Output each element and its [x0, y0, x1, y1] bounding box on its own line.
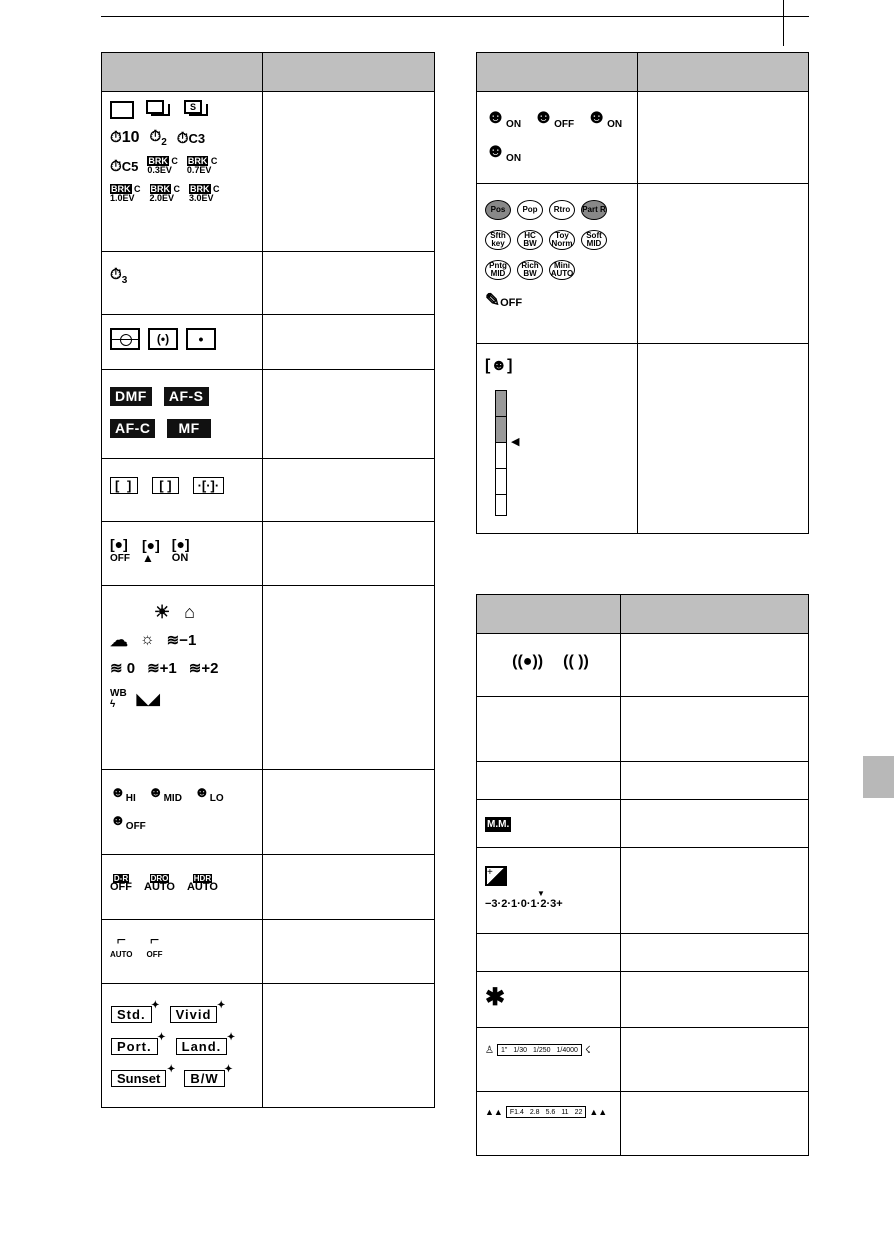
- timer-c3-label: C3: [188, 130, 206, 146]
- crop-off-label: OFF: [146, 950, 163, 959]
- flash-wb-icon: WB ϟ: [110, 688, 127, 710]
- dro-off-icon: [110, 874, 132, 892]
- table-row: [477, 1092, 809, 1156]
- self-timer-2-icon: $⏱_2$: [149, 128, 167, 148]
- sr-lo-label: LO: [209, 793, 224, 804]
- custom-wb-icon: ◣◢: [136, 691, 160, 708]
- flexible-spot-icon: ·[·]·: [193, 477, 225, 494]
- shutter-tick-label: 1/4000: [556, 1046, 578, 1054]
- description-cell: [621, 697, 809, 762]
- table-header-row: [477, 595, 809, 634]
- description-cell: [621, 1028, 809, 1092]
- single-shot-icon: [110, 101, 134, 119]
- brk-bottom: 0.7EV: [186, 165, 212, 175]
- exposure-comp-icon: +: [485, 866, 507, 886]
- style-landscape-icon: Land. ✦: [176, 1038, 228, 1055]
- wb-label: WB: [110, 688, 127, 699]
- page-corner-mark: [783, 0, 784, 46]
- effect-high-contrast-mono-icon: HC BW: [517, 230, 543, 250]
- table-row: [477, 634, 809, 697]
- bracket-03-icon: [147, 157, 178, 175]
- steadyshot-cell: [477, 634, 621, 697]
- smile-off-label: OFF: [554, 118, 575, 130]
- self-timer-cont-5-icon: ⏱C5: [110, 157, 139, 175]
- incandescent-icon: ☼: [140, 631, 155, 648]
- picture-effect-off-icon: ✎OFF: [485, 289, 523, 310]
- dro-sub-label: AUTO: [144, 881, 175, 893]
- description-cell: [638, 344, 809, 534]
- face-detection-on-icon: [●] ON: [171, 536, 190, 564]
- bracket-10-icon: [110, 185, 141, 203]
- blurred-background-icon: ▲▲: [485, 1107, 503, 1117]
- dro-hdr-cell: [102, 855, 263, 920]
- soft-skin-hi-icon: $☻_{HI}$: [110, 784, 136, 804]
- metering-mode-cell: [102, 315, 263, 370]
- description-cell: [263, 459, 435, 522]
- aperture-tick-label: 5.6: [545, 1108, 556, 1116]
- zone-focus-area-icon: [ ]: [152, 477, 178, 494]
- style-standard-icon: Std. ✦: [111, 1006, 152, 1023]
- table-row: [477, 1028, 809, 1092]
- dr-label: D-R: [113, 874, 129, 883]
- fluorescent-plus2-icon: ≋+2: [188, 659, 219, 677]
- exposure-scale-label: −3·2·1·0·1·2·3+: [485, 898, 563, 910]
- af-c-icon: AF-C: [110, 419, 155, 438]
- table-row: [102, 522, 435, 586]
- table-row: [102, 855, 435, 920]
- continuous-shot-icon: [146, 100, 172, 120]
- soft-skin-cell: [102, 770, 263, 855]
- self-timer-3-icon: $⏱_3$: [110, 266, 128, 286]
- aperture-tick-label: 11: [561, 1108, 569, 1116]
- aperture-tick-label: F1.4: [509, 1108, 524, 1116]
- auto-portrait-framing-cell: [102, 920, 263, 984]
- effect-posterization-icon: Pos: [485, 200, 511, 220]
- description-cell: [263, 984, 435, 1108]
- table-row: [102, 252, 435, 315]
- center-metering-icon: (•): [148, 328, 178, 350]
- picture-effect-cell: [477, 184, 638, 344]
- face-off-label: OFF: [110, 552, 130, 564]
- af-s-icon: AF-S: [164, 387, 209, 406]
- table-header-row: [477, 53, 809, 92]
- timer-10-label: 10: [121, 129, 140, 146]
- description-cell: [263, 920, 435, 984]
- brk-bottom: 3.0EV: [189, 193, 214, 203]
- description-cell: [263, 522, 435, 586]
- creative-style-cell: [102, 984, 263, 1108]
- table-row: [102, 315, 435, 370]
- description-cell: [263, 586, 435, 770]
- header-cell-display: [477, 53, 638, 92]
- dmf-icon: DMF: [110, 387, 152, 406]
- table-row: [102, 92, 435, 252]
- left-icon-table: [101, 52, 435, 1108]
- effect-soft-focus-icon: Soft MID: [581, 230, 607, 250]
- soft-skin-mid-icon: $☻_{MID}$: [147, 784, 182, 804]
- smile-on-label: ON: [506, 118, 522, 130]
- description-cell: [263, 855, 435, 920]
- drive-mode-icons: [102, 92, 263, 252]
- smile-shutter-off-icon: $☻_{OFF}$: [533, 105, 575, 130]
- right-top-icon-table: [476, 52, 809, 534]
- fluorescent-minus1-icon: ≋−1: [166, 631, 197, 649]
- wb-plus1-label: +1: [159, 659, 177, 677]
- blank-cell: [477, 934, 621, 972]
- description-cell: [621, 848, 809, 934]
- bracket-07-icon: [187, 157, 218, 175]
- table-header-row: [102, 53, 435, 92]
- dr-sub-label: OFF: [110, 881, 132, 893]
- sharp-background-icon: ▲▲: [589, 1107, 608, 1117]
- effect-partial-color-icon: Part R: [581, 200, 607, 220]
- timer-c5-label: C5: [121, 158, 139, 174]
- brk-label: BRK: [190, 184, 210, 194]
- self-timer-cont-3-icon: ⏱C3: [176, 129, 206, 147]
- dro-label: DRO: [150, 874, 169, 883]
- page-top-rule: [101, 16, 809, 17]
- face-on-label: ON: [171, 552, 189, 564]
- effect-hdr-painting-icon: Pntg MID: [485, 260, 511, 280]
- sr-hi-label: HI: [125, 793, 136, 804]
- hdr-label: HDR: [193, 874, 212, 883]
- aperture-tick-label: 22: [574, 1108, 583, 1116]
- table-row: [477, 972, 809, 1028]
- brk-label: BRK: [150, 184, 171, 194]
- ae-lock-cell: [477, 972, 621, 1028]
- effect-retro-icon: Rtro: [549, 200, 575, 220]
- effect-pop-icon: Pop: [517, 200, 543, 220]
- effect-off-label: OFF: [500, 296, 523, 309]
- white-balance-cell: [102, 586, 263, 770]
- description-cell: [638, 184, 809, 344]
- smile-shutter-cell: [477, 92, 638, 184]
- effect-toy-camera-icon: Toy Norm: [549, 230, 575, 250]
- brk-label: BRK: [111, 184, 131, 194]
- brk-label: BRK: [148, 156, 168, 166]
- brk-top: C: [134, 184, 141, 194]
- table-row: [102, 984, 435, 1108]
- hdr-auto-icon: [187, 874, 218, 892]
- smile-shutter-on-2-icon: $☻_{ON}$: [586, 105, 623, 130]
- sr-mid-label: MID: [163, 793, 182, 804]
- smile-sensitivity-bar: [495, 390, 507, 516]
- brk-top: C: [213, 184, 220, 194]
- header-cell-display: [102, 53, 263, 92]
- manual-metering-cell: [477, 800, 621, 848]
- bracket-20-icon: [150, 185, 181, 203]
- style-bw-icon: B/W ✦: [184, 1070, 224, 1087]
- spot-metering-icon: •: [186, 328, 216, 350]
- effect-miniature-icon: Mini AUTO: [550, 261, 574, 278]
- header-cell-meaning: [638, 53, 809, 92]
- timer-3-label: 3: [121, 275, 128, 286]
- shutter-tick-label: 1/250: [532, 1046, 551, 1054]
- face-detection-registered-icon: [●] ▲: [142, 536, 160, 565]
- table-row: [477, 848, 809, 934]
- smile-shutter-on-3-icon: $☻_{ON}$: [485, 139, 522, 164]
- aperture-scale: [506, 1106, 587, 1118]
- table-row: [102, 770, 435, 855]
- shutter-tick-label: 1": [500, 1046, 508, 1054]
- description-cell: [638, 92, 809, 184]
- header-cell-meaning: [621, 595, 809, 634]
- description-cell: [263, 252, 435, 315]
- brk-bottom: 1.0EV: [110, 193, 135, 203]
- smile-on-label: ON: [607, 118, 623, 130]
- framing-off-icon: ⌐ OFF: [146, 932, 163, 959]
- description-cell: [263, 770, 435, 855]
- shutter-tick-label: 1/30: [513, 1046, 527, 1054]
- description-cell: [263, 92, 435, 252]
- aperture-scale-cell: [477, 1092, 621, 1156]
- fluorescent-plus1-icon: ≋+1: [147, 659, 177, 677]
- person-still-icon: ♙: [485, 1044, 494, 1056]
- style-portrait-icon: Port. ✦: [111, 1038, 158, 1055]
- steadyshot-off-icon: (( )): [563, 653, 589, 670]
- soft-skin-off-icon: $☻_{OFF}$: [110, 812, 146, 832]
- cloudy-icon: ☁: [110, 630, 128, 650]
- aperture-tick-label: 2.8: [529, 1108, 540, 1116]
- shutter-scale-cell: [477, 1028, 621, 1092]
- right-bottom-icon-table: [476, 594, 809, 1156]
- table-row: [477, 934, 809, 972]
- sensitivity-pointer-icon: ◀: [511, 436, 520, 448]
- brk-top: C: [171, 156, 178, 166]
- style-vivid-icon: Vivid ✦: [170, 1006, 218, 1023]
- crop-auto-label: AUTO: [110, 950, 133, 959]
- fluorescent-0-icon: ≋ 0: [110, 659, 136, 677]
- exposure-comp-cell: [477, 848, 621, 934]
- table-row: [102, 459, 435, 522]
- effect-soft-high-key-icon: Sfth key: [485, 230, 511, 250]
- effect-rich-tone-mono-icon: Rich BW: [517, 260, 543, 280]
- brk-top: C: [173, 184, 181, 194]
- description-cell: [263, 370, 435, 459]
- self-timer-10-icon: ⏱10: [110, 129, 140, 146]
- description-cell: [621, 1092, 809, 1156]
- table-row: [477, 697, 809, 762]
- header-cell-meaning: [263, 53, 435, 92]
- face-detection-off-icon: [●] OFF: [110, 535, 130, 564]
- ae-lock-icon: ✱: [485, 984, 506, 1011]
- wb-plus2-label: +2: [201, 659, 219, 677]
- exposure-scale: ▼ −3·2·1·0·1·2·3+: [485, 889, 563, 910]
- multi-metering-icon: [110, 328, 140, 350]
- table-row: [102, 370, 435, 459]
- table-row: [477, 184, 809, 344]
- dro-auto-icon: [144, 874, 175, 892]
- focus-mode-cell: [102, 370, 263, 459]
- brk-bottom: 0.3EV: [147, 165, 172, 175]
- description-cell: [621, 762, 809, 800]
- sr-off-label: OFF: [125, 821, 146, 832]
- table-row: [477, 800, 809, 848]
- daylight-icon: ☀: [154, 602, 171, 622]
- hdr-sub-label: AUTO: [186, 881, 218, 893]
- side-index-tab: [863, 756, 894, 798]
- table-row: [477, 344, 809, 534]
- self-timer-3-cell: [102, 252, 263, 315]
- table-row: [102, 920, 435, 984]
- running-person-icon: ☇: [584, 1044, 591, 1056]
- brk-label: BRK: [187, 156, 208, 166]
- smile-detection-sensitivity-cell: [477, 344, 638, 534]
- face-detection-cell: [102, 522, 263, 586]
- style-sunset-icon: Sunset ✦: [111, 1070, 166, 1087]
- shade-icon: ⌂: [184, 602, 196, 622]
- table-row: [477, 762, 809, 800]
- metered-manual-icon: M.M.: [487, 819, 510, 830]
- wb-minus1-label: −1: [179, 631, 197, 649]
- description-cell: [621, 800, 809, 848]
- table-row: [102, 586, 435, 770]
- smile-shutter-on-icon: $☻_{ON}$: [485, 105, 522, 130]
- brk-top: C: [210, 156, 218, 166]
- header-cell-display: [477, 595, 621, 634]
- framing-auto-icon: ⌐ AUTO: [110, 932, 133, 959]
- wide-focus-area-icon: [ ]: [110, 477, 138, 494]
- soft-skin-lo-icon: $☻_{LO}$: [193, 784, 224, 804]
- description-cell: [621, 634, 809, 697]
- speed-priority-continuous-icon: S: [184, 100, 210, 120]
- timer-2-label: 2: [161, 137, 167, 148]
- focus-area-cell: [102, 459, 263, 522]
- smile-detection-icon: [☻]: [485, 357, 513, 374]
- smile-on-label: ON: [506, 152, 522, 164]
- description-cell: [621, 934, 809, 972]
- table-row: [477, 92, 809, 184]
- mf-icon: MF: [167, 419, 210, 438]
- description-cell: [263, 315, 435, 370]
- description-cell: [621, 972, 809, 1028]
- wb-zero-label: 0: [126, 659, 136, 677]
- bracket-30-icon: [189, 185, 220, 203]
- blank-cell: [477, 697, 621, 762]
- shutter-speed-scale: [497, 1044, 582, 1056]
- steadyshot-on-icon: ((●)): [512, 653, 544, 670]
- blank-cell: [477, 762, 621, 800]
- brk-bottom: 2.0EV: [149, 193, 175, 203]
